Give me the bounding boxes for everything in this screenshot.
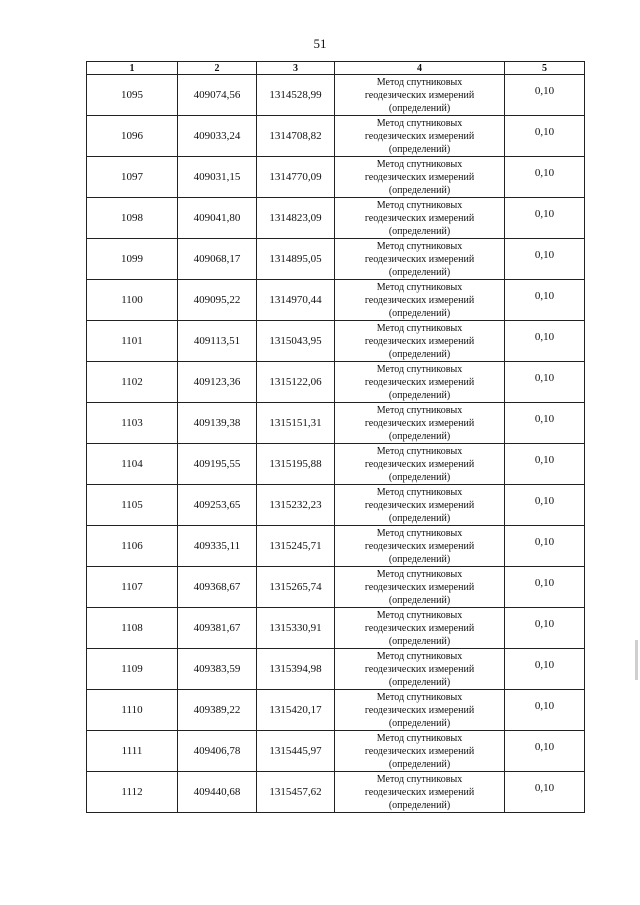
accuracy-value: 0,10 — [534, 700, 555, 712]
x-coordinate-cell: 409074,56 — [178, 75, 257, 116]
table-row — [87, 526, 585, 567]
accuracy-cell — [505, 567, 585, 608]
accuracy-value: 0,10 — [534, 659, 555, 671]
method-line: Метод спутниковых — [376, 199, 463, 211]
header-col-5: 5 — [505, 62, 585, 75]
accuracy-value: 0,10 — [534, 331, 555, 343]
point-number-cell: 1098 — [87, 198, 178, 239]
method-line: геодезических измерений — [364, 376, 475, 388]
method-line: (определений) — [388, 266, 451, 278]
method-line: (определений) — [388, 758, 451, 770]
table-row — [87, 485, 585, 526]
accuracy-value: 0,10 — [534, 208, 555, 220]
method-line: геодезических измерений — [364, 335, 475, 347]
method-line: Метод спутниковых — [376, 445, 463, 457]
method-line: геодезических измерений — [364, 89, 475, 101]
method-line: Метод спутниковых — [376, 691, 463, 703]
accuracy-value: 0,10 — [534, 536, 555, 548]
method-line: геодезических измерений — [364, 130, 475, 142]
method-line: (определений) — [388, 799, 451, 811]
method-line: Метод спутниковых — [376, 773, 463, 785]
y-coordinate-cell: 1315195,88 — [257, 444, 335, 485]
page-number: 51 — [313, 36, 327, 51]
method-cell — [335, 649, 505, 690]
accuracy-value: 0,10 — [534, 167, 555, 179]
method-cell — [335, 362, 505, 403]
x-coordinate-cell: 409031,15 — [178, 157, 257, 198]
table-row — [87, 75, 585, 116]
y-coordinate-cell: 1315122,06 — [257, 362, 335, 403]
method-line: Метод спутниковых — [376, 404, 463, 416]
x-coordinate-cell: 409195,55 — [178, 444, 257, 485]
accuracy-cell — [505, 157, 585, 198]
method-line: (определений) — [388, 225, 451, 237]
accuracy-value: 0,10 — [534, 85, 555, 97]
table-row — [87, 157, 585, 198]
method-line: (определений) — [388, 184, 451, 196]
accuracy-value: 0,10 — [534, 618, 555, 630]
accuracy-value: 0,10 — [534, 454, 555, 466]
method-line: (определений) — [388, 553, 451, 565]
method-line: (определений) — [388, 102, 451, 114]
y-coordinate-cell: 1315394,98 — [257, 649, 335, 690]
method-line: (определений) — [388, 594, 451, 606]
method-line: Метод спутниковых — [376, 76, 463, 88]
y-coordinate-cell: 1315265,74 — [257, 567, 335, 608]
accuracy-value: 0,10 — [534, 495, 555, 507]
method-line: геодезических измерений — [364, 622, 475, 634]
x-coordinate-cell: 409113,51 — [178, 321, 257, 362]
table-row — [87, 608, 585, 649]
table-row — [87, 731, 585, 772]
coordinates-table — [86, 61, 585, 813]
table-row — [87, 444, 585, 485]
point-number-cell: 1102 — [87, 362, 178, 403]
method-cell — [335, 280, 505, 321]
method-line: (определений) — [388, 307, 451, 319]
point-number-cell: 1103 — [87, 403, 178, 444]
header-col-3: 3 — [257, 62, 335, 75]
x-coordinate-cell: 409041,80 — [178, 198, 257, 239]
accuracy-cell — [505, 280, 585, 321]
method-line: геодезических измерений — [364, 581, 475, 593]
method-cell — [335, 444, 505, 485]
accuracy-cell — [505, 526, 585, 567]
point-number-cell: 1099 — [87, 239, 178, 280]
x-coordinate-cell: 409033,24 — [178, 116, 257, 157]
method-line: геодезических измерений — [364, 212, 475, 224]
y-coordinate-cell: 1314823,09 — [257, 198, 335, 239]
point-number-cell: 1112 — [87, 772, 178, 813]
point-number-cell: 1108 — [87, 608, 178, 649]
method-cell — [335, 772, 505, 813]
method-line: (определений) — [388, 143, 451, 155]
method-cell — [335, 608, 505, 649]
accuracy-cell — [505, 690, 585, 731]
method-cell — [335, 403, 505, 444]
method-line: Метод спутниковых — [376, 486, 463, 498]
method-cell — [335, 198, 505, 239]
point-number-cell: 1106 — [87, 526, 178, 567]
x-coordinate-cell: 409389,22 — [178, 690, 257, 731]
accuracy-cell — [505, 116, 585, 157]
method-line: Метод спутниковых — [376, 609, 463, 621]
method-line: Метод спутниковых — [376, 281, 463, 293]
method-cell — [335, 75, 505, 116]
x-coordinate-cell: 409440,68 — [178, 772, 257, 813]
x-coordinate-cell: 409123,36 — [178, 362, 257, 403]
method-line: геодезических измерений — [364, 253, 475, 265]
method-line: (определений) — [388, 389, 451, 401]
x-coordinate-cell: 409406,78 — [178, 731, 257, 772]
method-line: (определений) — [388, 430, 451, 442]
method-line: геодезических измерений — [364, 540, 475, 552]
x-coordinate-cell: 409368,67 — [178, 567, 257, 608]
method-line: геодезических измерений — [364, 745, 475, 757]
method-line: Метод спутниковых — [376, 117, 463, 129]
y-coordinate-cell: 1315330,91 — [257, 608, 335, 649]
method-line: Метод спутниковых — [376, 650, 463, 662]
method-line: (определений) — [388, 348, 451, 360]
x-coordinate-cell: 409068,17 — [178, 239, 257, 280]
y-coordinate-cell: 1314970,44 — [257, 280, 335, 321]
x-coordinate-cell: 409139,38 — [178, 403, 257, 444]
method-line: (определений) — [388, 471, 451, 483]
point-number-cell: 1105 — [87, 485, 178, 526]
method-line: геодезических измерений — [364, 458, 475, 470]
point-number-cell: 1095 — [87, 75, 178, 116]
scan-edge-mark — [635, 640, 638, 680]
point-number-cell: 1100 — [87, 280, 178, 321]
point-number-cell: 1109 — [87, 649, 178, 690]
method-line: геодезических измерений — [364, 704, 475, 716]
accuracy-value: 0,10 — [534, 372, 555, 384]
method-line: Метод спутниковых — [376, 322, 463, 334]
y-coordinate-cell: 1314708,82 — [257, 116, 335, 157]
point-number-cell: 1107 — [87, 567, 178, 608]
table-row — [87, 772, 585, 813]
accuracy-value: 0,10 — [534, 413, 555, 425]
y-coordinate-cell: 1315457,62 — [257, 772, 335, 813]
point-number-cell: 1096 — [87, 116, 178, 157]
method-cell — [335, 526, 505, 567]
method-line: (определений) — [388, 717, 451, 729]
table-row — [87, 239, 585, 280]
x-coordinate-cell: 409381,67 — [178, 608, 257, 649]
y-coordinate-cell: 1315245,71 — [257, 526, 335, 567]
method-cell — [335, 485, 505, 526]
method-cell — [335, 157, 505, 198]
header-col-2: 2 — [178, 62, 257, 75]
method-line: геодезических измерений — [364, 663, 475, 675]
method-line: геодезических измерений — [364, 786, 475, 798]
method-line: Метод спутниковых — [376, 240, 463, 252]
table-row — [87, 567, 585, 608]
accuracy-value: 0,10 — [534, 290, 555, 302]
method-line: (определений) — [388, 676, 451, 688]
table-row — [87, 649, 585, 690]
header-col-1: 1 — [87, 62, 178, 75]
accuracy-cell — [505, 444, 585, 485]
table-row — [87, 280, 585, 321]
x-coordinate-cell: 409383,59 — [178, 649, 257, 690]
table-row — [87, 690, 585, 731]
method-line: (определений) — [388, 512, 451, 524]
y-coordinate-cell: 1315043,95 — [257, 321, 335, 362]
y-coordinate-cell: 1315445,97 — [257, 731, 335, 772]
table-row — [87, 403, 585, 444]
accuracy-value: 0,10 — [534, 249, 555, 261]
y-coordinate-cell: 1314895,05 — [257, 239, 335, 280]
accuracy-cell — [505, 731, 585, 772]
point-number-cell: 1104 — [87, 444, 178, 485]
y-coordinate-cell: 1315151,31 — [257, 403, 335, 444]
x-coordinate-cell: 409335,11 — [178, 526, 257, 567]
point-number-cell: 1110 — [87, 690, 178, 731]
accuracy-cell — [505, 198, 585, 239]
accuracy-cell — [505, 239, 585, 280]
method-cell — [335, 731, 505, 772]
table-row — [87, 321, 585, 362]
method-line: (определений) — [388, 635, 451, 647]
table-row — [87, 116, 585, 157]
accuracy-cell — [505, 75, 585, 116]
method-line: геодезических измерений — [364, 171, 475, 183]
accuracy-cell — [505, 362, 585, 403]
accuracy-cell — [505, 485, 585, 526]
y-coordinate-cell: 1315232,23 — [257, 485, 335, 526]
method-line: геодезических измерений — [364, 294, 475, 306]
table-header-row — [87, 62, 585, 75]
y-coordinate-cell: 1314528,99 — [257, 75, 335, 116]
method-line: Метод спутниковых — [376, 732, 463, 744]
accuracy-value: 0,10 — [534, 782, 555, 794]
method-cell — [335, 116, 505, 157]
x-coordinate-cell: 409253,65 — [178, 485, 257, 526]
accuracy-cell — [505, 772, 585, 813]
accuracy-cell — [505, 403, 585, 444]
accuracy-value: 0,10 — [534, 126, 555, 138]
accuracy-value: 0,10 — [534, 741, 555, 753]
accuracy-cell — [505, 321, 585, 362]
accuracy-cell — [505, 649, 585, 690]
point-number-cell: 1111 — [87, 731, 178, 772]
method-line: Метод спутниковых — [376, 363, 463, 375]
method-line: геодезических измерений — [364, 417, 475, 429]
table-row — [87, 362, 585, 403]
method-line: Метод спутниковых — [376, 158, 463, 170]
method-cell — [335, 567, 505, 608]
x-coordinate-cell: 409095,22 — [178, 280, 257, 321]
method-line: Метод спутниковых — [376, 568, 463, 580]
point-number-cell: 1097 — [87, 157, 178, 198]
method-line: геодезических измерений — [364, 499, 475, 511]
method-line: Метод спутниковых — [376, 527, 463, 539]
table-body — [87, 75, 585, 813]
y-coordinate-cell: 1315420,17 — [257, 690, 335, 731]
accuracy-cell — [505, 608, 585, 649]
point-number-cell: 1101 — [87, 321, 178, 362]
table-row — [87, 198, 585, 239]
method-cell — [335, 321, 505, 362]
accuracy-value: 0,10 — [534, 577, 555, 589]
method-cell — [335, 690, 505, 731]
method-cell — [335, 239, 505, 280]
header-col-4: 4 — [335, 62, 505, 75]
y-coordinate-cell: 1314770,09 — [257, 157, 335, 198]
